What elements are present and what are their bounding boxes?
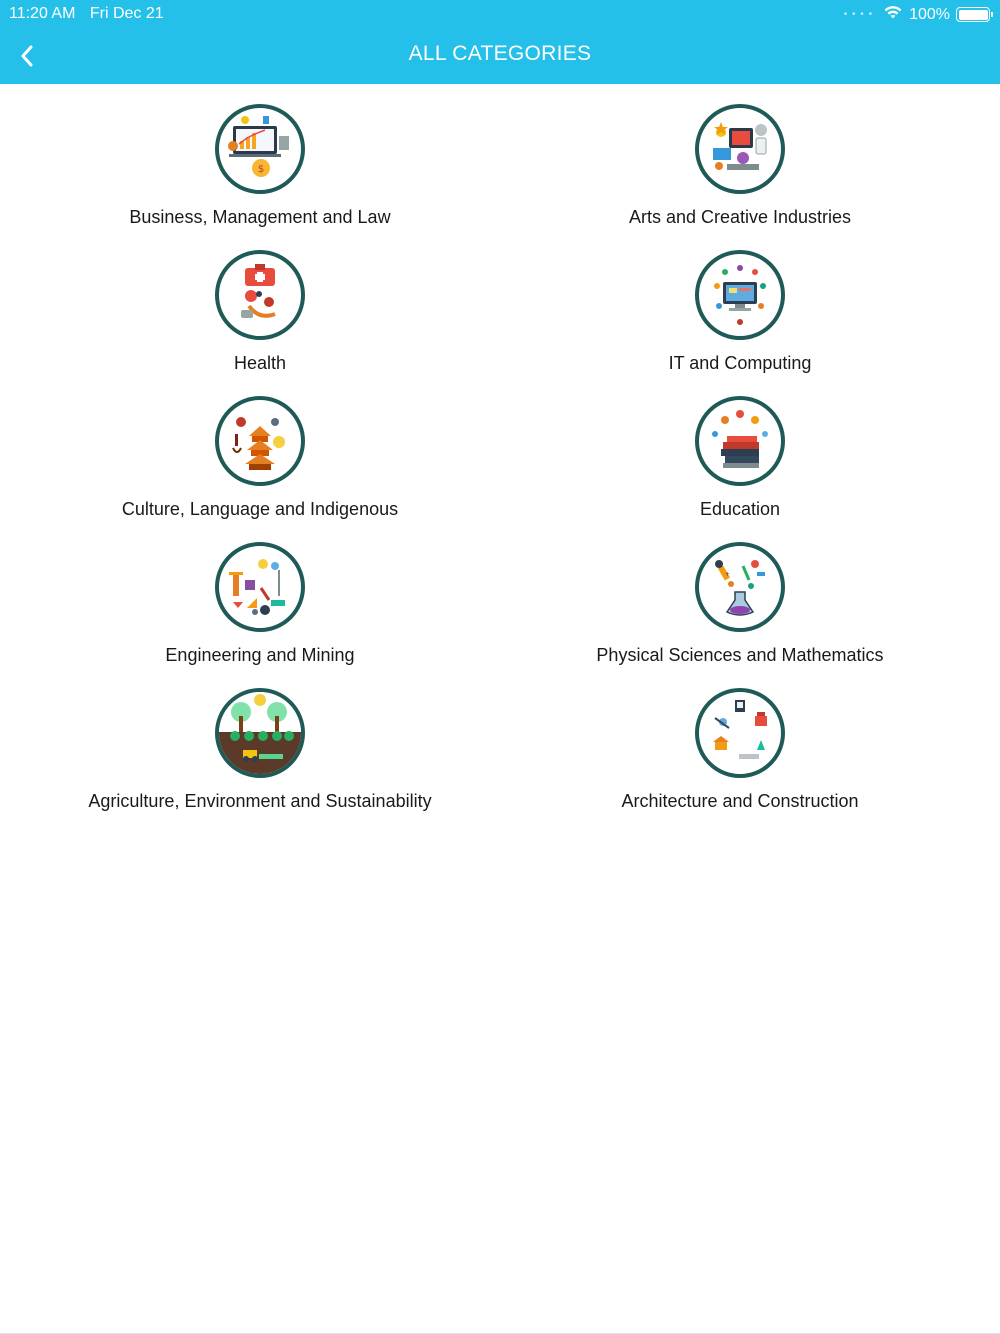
category-health[interactable] [20,246,500,386]
battery-fill [959,10,988,20]
category-culture[interactable] [20,392,500,532]
engineering-icon [215,542,305,632]
category-label: Agriculture, Environment and Sustainability [88,791,432,811]
category-label: Business, Management and Law [129,207,391,227]
science-icon [695,542,785,632]
category-label: Education [699,499,781,519]
category-business[interactable] [20,100,500,240]
category-label: Architecture and Construction [621,791,859,811]
category-architecture[interactable] [500,684,980,824]
signal-dots-icon: • • • • [843,9,874,20]
health-icon [215,250,305,340]
svg-text:+: + [725,571,731,578]
business-icon [215,104,305,194]
category-label: Physical Sciences and Mathematics [596,645,884,665]
education-icon [695,396,785,486]
status-time: 11:20 AM [9,5,76,22]
battery-percent: 100% [909,5,950,23]
status-bar [0,0,1000,28]
nav-bar [0,28,1000,84]
category-education[interactable] [500,392,980,532]
category-engineering[interactable] [20,538,500,678]
category-label: IT and Computing [668,353,812,373]
category-label: Culture, Language and Indigenous [121,499,399,519]
status-left [9,5,174,23]
status-right [844,4,990,25]
category-label: Arts and Creative Industries [628,207,852,227]
svg-text:$: $ [257,164,265,175]
architecture-icon [695,688,785,778]
status-date: Fri Dec 21 [89,5,164,22]
category-arts[interactable] [500,100,980,240]
agriculture-icon [215,688,305,778]
category-science[interactable] [500,538,980,678]
culture-icon [215,396,305,486]
arts-icon [695,104,785,194]
category-label: Health [233,353,287,373]
category-agriculture[interactable] [20,684,500,824]
top-bar [0,0,1000,84]
category-computing[interactable] [500,246,980,386]
wifi-icon [883,4,903,25]
computing-icon [695,250,785,340]
page-title: ALL CATEGORIES [408,42,592,65]
category-label: Engineering and Mining [165,645,355,665]
battery-icon [956,7,990,22]
